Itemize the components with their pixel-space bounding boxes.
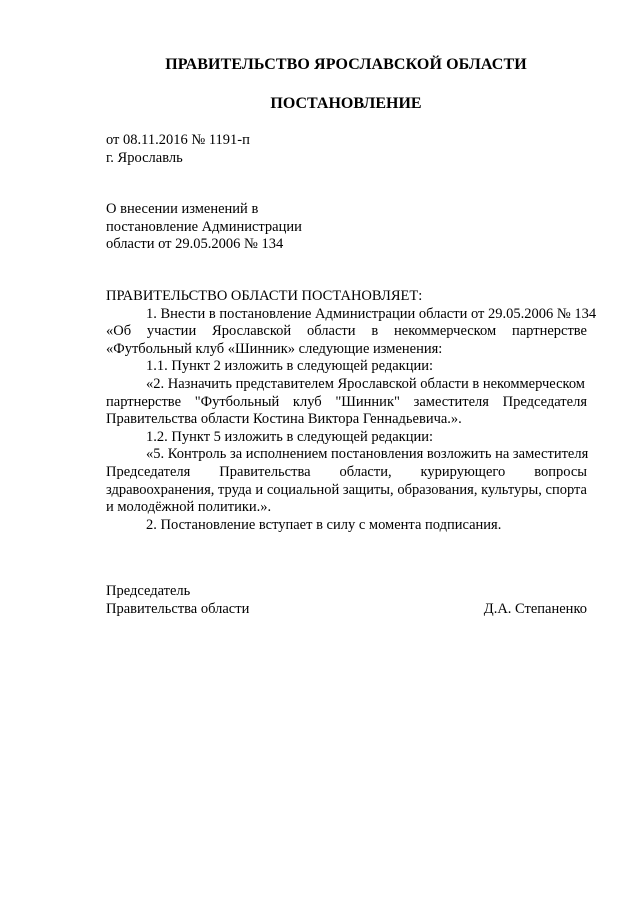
signatory-position-line: Председатель	[106, 583, 191, 599]
document-body	[106, 288, 597, 534]
item-1-1: 1.1. Пункт 2 изложить в следующей редакции:	[146, 358, 434, 375]
document-meta	[106, 132, 250, 167]
date-number: от 08.11.2016 № 1191-п	[106, 132, 250, 148]
item-1-line: «Футбольный клуб «Шинник» следующие изменения:	[106, 340, 443, 357]
quote-2-line: Правительства области Костина Виктора Геннадьевича.».	[106, 411, 462, 428]
document-type-title: ПОСТАНОВЛЕНИЕ	[270, 95, 422, 112]
quote-2-line: «2. Назначить представителем Ярославской области в некоммерческом	[146, 375, 585, 392]
preamble: ПРАВИТЕЛЬСТВО ОБЛАСТИ ПОСТАНОВЛЯЕТ:	[106, 288, 423, 304]
item-2: 2. Постановление вступает в силу с момента подписания.	[146, 516, 502, 533]
subject-line: области от 29.05.2006 № 134	[106, 236, 284, 253]
quote-5-line: Председателя Правительства области, курирующего вопросы	[106, 463, 587, 480]
quote-5-line: и молодёжной политики.».	[106, 499, 272, 516]
quote-5-line: здравоохранения, труда и социальной защиты, образования, культуры, спорта	[106, 481, 587, 498]
quote-2-line: партнерстве "Футбольный клуб "Шинник" заместителя Председателя	[106, 393, 587, 410]
document-subject	[106, 201, 302, 254]
city: г. Ярославль	[106, 149, 183, 166]
subject-line: постановление Администрации	[106, 218, 302, 235]
signatory-position-line: Правительства области	[106, 600, 250, 617]
item-1-line: 1. Внести в постановление Администрации области от 29.05.2006 № 134	[146, 305, 597, 322]
quote-5-line: «5. Контроль за исполнением постановления возложить на заместителя	[146, 446, 589, 463]
item-1-2: 1.2. Пункт 5 изложить в следующей редакции:	[146, 428, 434, 445]
government-title: ПРАВИТЕЛЬСТВО ЯРОСЛАВСКОЙ ОБЛАСТИ	[165, 56, 527, 73]
signature-block	[106, 583, 587, 618]
subject-line: О внесении изменений в	[106, 201, 259, 217]
item-1-line: «Об участии Ярославской области в некоммерческом партнерстве	[106, 323, 587, 340]
signatory-name: Д.А. Степаненко	[483, 600, 587, 617]
